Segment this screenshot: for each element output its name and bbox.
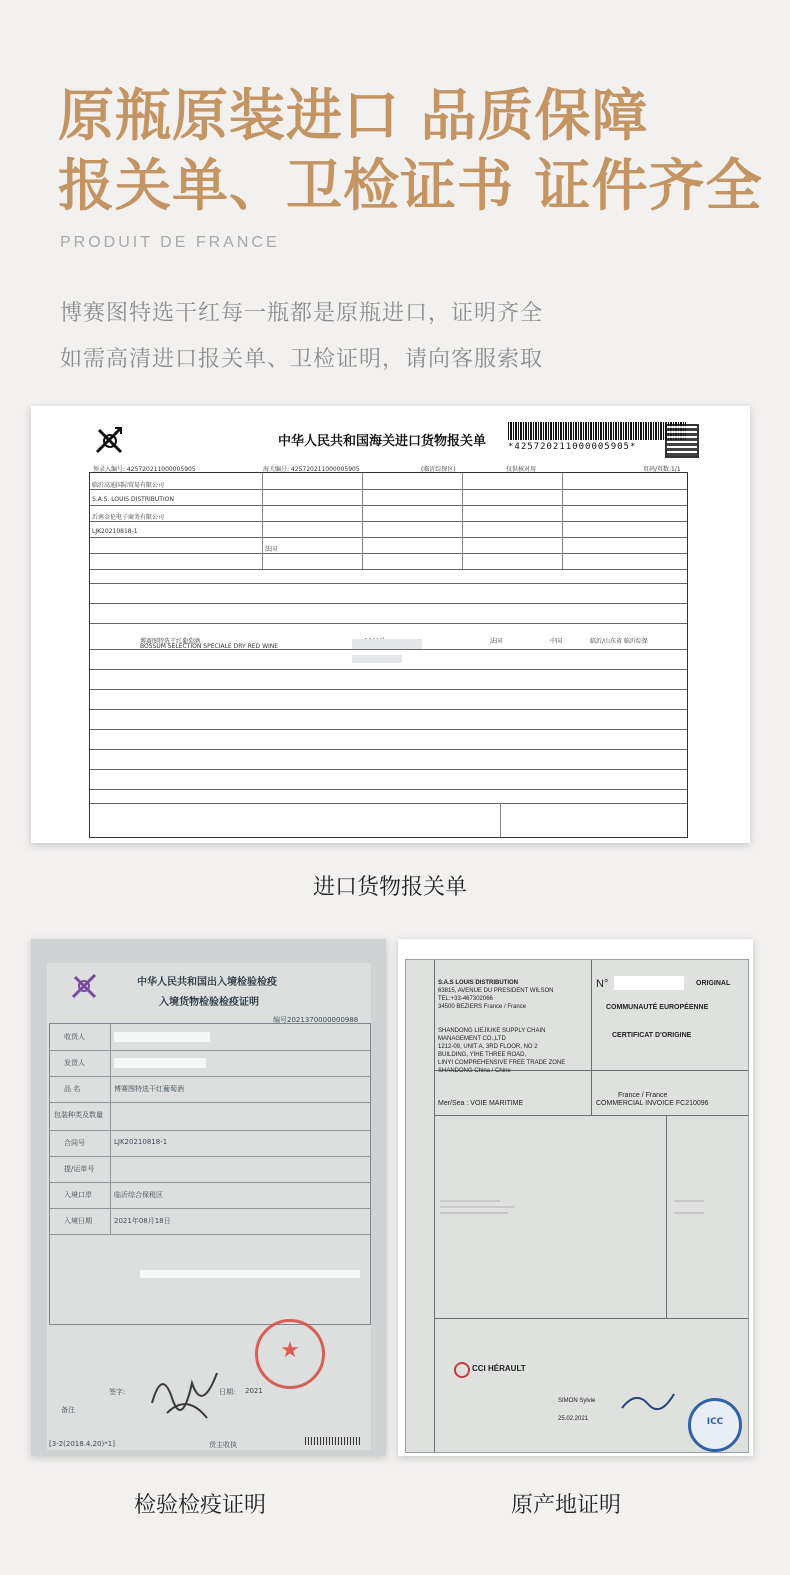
inspection-emblem-icon [69,971,99,1001]
transport-mode: Mer/Sea : VOIE MARITIME [438,1100,524,1107]
signature-icon [147,1363,227,1423]
exporter-name: S.A.S LOUIS DISTRIBUTION [438,980,519,986]
quarantine-caption: 检验检疫证明 [133,1493,266,1518]
entry-date-value: 2021年08月18日 [114,1217,171,1225]
holder-copy: 货主收执 [209,1441,237,1449]
exporter-phone: TEL:+33-467302066 [438,996,493,1002]
label-entry-port: 入境口岸 [64,1191,92,1199]
quarantine-table [49,1023,371,1325]
qr-code-icon [665,424,699,458]
verification-stamp: 仅供核对用 [506,466,537,473]
quarantine-number: 编号2021370000000988 [273,1016,359,1024]
invoice-number: COMMERCIAL INVOICE FC210096 [596,1100,709,1107]
exporter-address: 63815, AVENUE DU PRESIDENT WILSON [438,988,554,994]
declaration-caption: 进口货物报关单 [312,875,467,900]
label-goods: 品 名 [64,1085,81,1093]
label-packaging: 包装种类及数量 [54,1111,103,1119]
quarantine-title: 中华人民共和国出入境检验检疫 [137,977,277,988]
subtitle: PRODUIT DE FRANCE [60,234,280,251]
origin-caption: 原产地证明 [510,1493,621,1518]
origin-country: 法国 [490,638,503,645]
shipper-value: S.A.S. LOUIS DISTRIBUTION [92,496,174,503]
icc-seal-icon: ICC [688,1398,742,1452]
contract-value: LJK20210818-1 [114,1138,168,1146]
consignee-line-5: LINYI COMPREHENSIVE FREE TRADE ZONE [438,1060,566,1066]
destination-country: 中国 [550,638,563,645]
customs-emblem-icon [93,424,127,458]
goods-value: 博赛图特选干红葡萄酒 [114,1085,184,1093]
cci-logo-icon [454,1362,470,1378]
quarantine-subtitle: 入境货物检验检疫证明 [159,997,259,1008]
footer-barcode [305,1437,361,1445]
entry-port-value: 临沂综合保税区 [114,1191,163,1199]
sign-label: 签字: [109,1388,126,1396]
domestic-region: 临沂/山东省 临沂综保 [590,638,648,645]
headline-line-1: 原瓶原装进口 品质保障 [58,83,649,149]
goods-spec: BOSSUM SELECTION SPECIALE DRY RED WINE [140,643,279,650]
quarantine-certificate-image [31,939,386,1456]
trade-country: 法国 [265,546,278,553]
customs-declaration-image [31,406,750,843]
goods-name: 博赛图特选干红葡萄酒 [140,638,201,645]
origin-certificate-image [398,939,753,1456]
form-code: [3-2(2018.4.20)*1] [49,1440,115,1448]
consignee-line-6: SHANDONG China / Chine [438,1068,511,1074]
headline-line-2: 报关单、卫检证书 证件齐全 [58,153,763,219]
user-unit-value: 沂南金伦电子商务有限公司 [92,514,165,521]
customs-number: 海关编号: 425720211000005905 [263,466,360,473]
description-line-2: 如需高清进口报关单、卫检证明，请向客服索取 [60,347,544,372]
original-label: ORIGINAL [696,980,731,987]
port-label: (临沂综保区) [421,466,456,473]
certificate-title: CERTIFICAT D'ORIGINE [612,1032,692,1039]
consignee-value: 临沂高迪国际贸易有限公司 [92,482,165,489]
community-label: COMMUNAUTÉ EUROPÉENNE [606,1004,709,1011]
page-count: 页码/页数:1/1 [643,466,681,473]
declaration-title: 中华人民共和国海关进口货物报关单 [278,434,487,449]
description-line-1: 博赛图特选干红每一瓶都是原瓶进口，证明齐全 [60,301,544,326]
sign-year: 2021 [245,1387,263,1395]
cci-name: CCI HÉRAULT [472,1364,526,1373]
label-shipper: 发货人 [64,1059,85,1067]
cert-number-label: N° [596,978,609,990]
label-contract: 合同号 [64,1139,85,1147]
label-consignee: 收货人 [64,1033,85,1041]
signature-icon [618,1386,678,1416]
official-seal-icon: ★ [255,1319,325,1389]
contract-number: LJK20210818-1 [92,528,138,535]
date-label: 日期: [219,1388,236,1396]
consignee-line-4: BUILDING, YIHE THREE ROAD, [438,1052,527,1058]
exporter-city: 34500 BEZIERS France / France [438,1004,527,1010]
label-bill: 提/运单号 [64,1165,95,1173]
consignee-line-3: 1212-09, UNIT A, 3RD FLOOR, NO 2 [438,1044,538,1050]
label-entry-date: 入境日期 [64,1217,92,1225]
pre-entry-number: 预录入编号: 425720211000005905 [93,466,196,473]
barcode [508,422,686,440]
signer-name: SIMON Sylvie [558,1398,596,1404]
origin-country: France / France [618,1092,668,1099]
signature-date: 25.02.2021 [558,1416,589,1422]
declaration-form-grid [89,472,688,838]
consignee-name: SHANDONG LIEJIUKE SUPPLY CHAIN [438,1028,546,1034]
note-label: 备注 [61,1406,75,1414]
consignee-line-2: MANAGEMENT CO.,LTD [438,1036,506,1042]
barcode-number: *425720211000005905* [508,442,637,452]
